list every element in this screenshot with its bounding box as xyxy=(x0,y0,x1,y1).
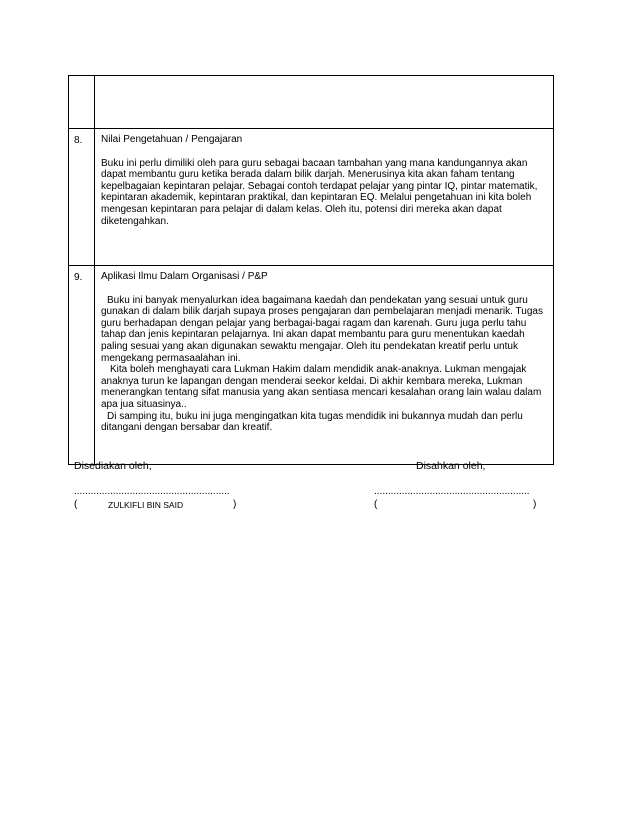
table-row-section-9 xyxy=(69,266,554,465)
approved-by-label: Disahkan oleh, xyxy=(416,460,486,472)
prepared-close-paren: ) xyxy=(233,499,237,510)
review-table xyxy=(68,75,554,465)
section-content xyxy=(95,129,554,266)
approved-signature-line: ........................................................ xyxy=(374,486,530,497)
section-number: 8. xyxy=(69,129,95,266)
section-paragraph: Buku ini banyak menyalurkan idea bagaimana kaedah dan pendekatan yang sesuai untuk guru gunakan di dalam bilik darjah supaya proses pengajaran dan pembelajaran menjadi menarik. Tugas guru berhadapan dengan pelajar yang berbagai-bagai ragam dan karenah. Guru juga perlu tahu tahap dan jenis kepintaran pelajarnya. Ini akan dapat membantu para guru menentukan kaedah paling sesuai yang akan digunakan sewaktu mengajar. Oleh itu pendekatan kreatif perlu untuk mengekang permasaalahan ini. xyxy=(101,294,543,364)
row-number-cell xyxy=(69,76,95,129)
table-row-empty xyxy=(69,76,554,129)
prepared-by-label: Disediakan oleh, xyxy=(74,460,152,472)
section-title: Aplikasi Ilmu Dalam Organisasi / P&P xyxy=(101,271,268,282)
section-paragraph: Buku ini perlu dimiliki oleh para guru sebagai bacaan tambahan yang mana kandungannya akan dapat membantu guru ketika berada dalam bilik darjah. Menerusinya kita akan faham tentang kepelbagaian kepintaran pelajar. Sebagai contoh terdapat pelajar yang pintar IQ, pintar matematik, kepintaran akademik, kepintaran praktikal, dan kepintaran EQ. Melalui pengetahuan ini kita boleh mengesan kepintaran para pelajar di dalam kelas. Oleh itu, potensi diri mereka akan dapat diketengahkan. xyxy=(101,157,538,227)
section-title: Nilai Pengetahuan / Pengajaran xyxy=(101,134,243,145)
section-paragraph: Kita boleh menghayati cara Lukman Hakim dalam mendidik anak-anaknya. Lukman mengajak anaknya turun ke lapangan dengan menderai seekor keldai. Di akhir kembara mereka, Lukman menerangkan tentang sifat manusia yang akan sentiasa mencari kesalahan orang lain walau dalam apa jua situasinya.. xyxy=(101,364,542,410)
row-content-cell xyxy=(95,76,554,129)
approved-close-paren: ) xyxy=(533,499,537,510)
prepared-signature-line: ........................................................ xyxy=(74,486,230,497)
prepared-open-paren: ( xyxy=(74,499,78,510)
section-paragraph: Di samping itu, buku ini juga mengingatkan kita tugas mendidik ini bukannya mudah dan perlu ditangani dengan bersabar dan kreatif. xyxy=(101,410,523,434)
section-number: 9. xyxy=(69,266,95,465)
approved-open-paren: ( xyxy=(374,499,378,510)
prepared-name: ZULKIFLI BIN SAID xyxy=(108,500,184,510)
section-content xyxy=(95,266,554,465)
table-row-section-8 xyxy=(69,129,554,266)
